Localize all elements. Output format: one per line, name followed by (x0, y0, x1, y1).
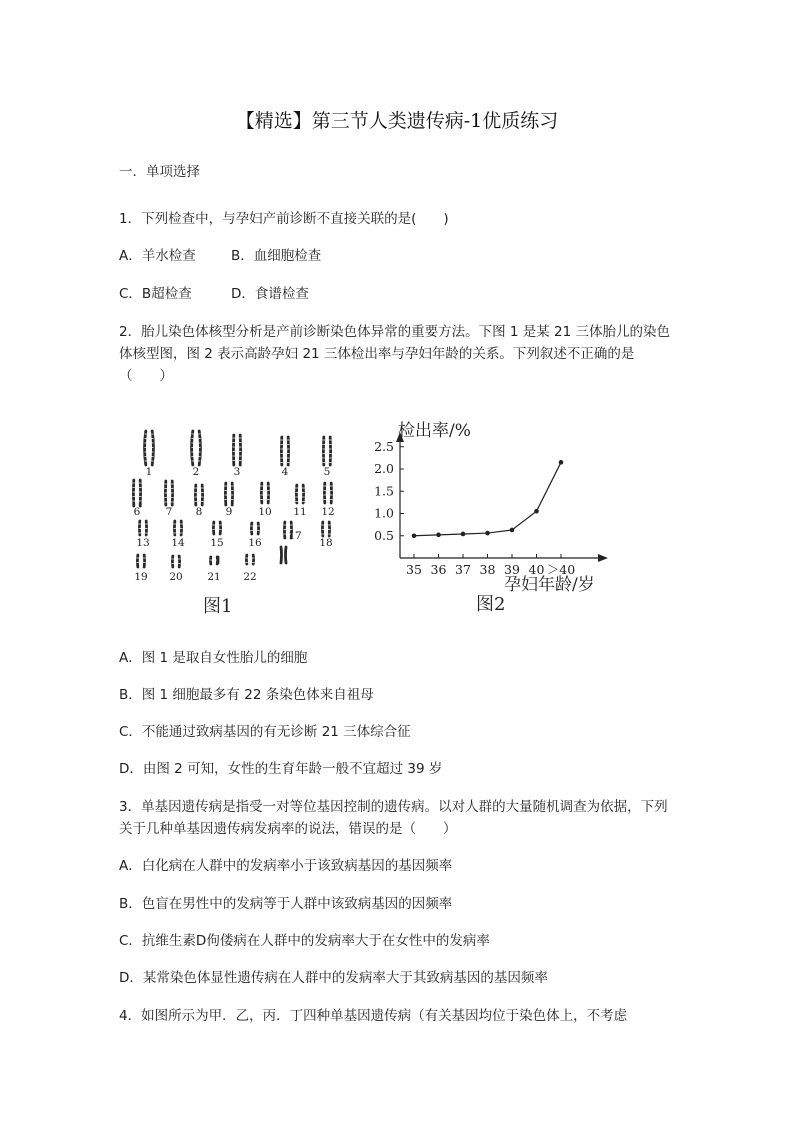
x-tick-label: 36 (430, 562, 447, 577)
chart-axes (396, 432, 608, 562)
x-tick-label: ＞40 (546, 562, 576, 577)
chart-xlabel: 孕妇年龄/岁 (504, 575, 595, 595)
x-tick-label: 38 (479, 562, 496, 577)
chromosome-label: 10 (258, 506, 272, 518)
chromosome-label: 22 (243, 571, 257, 583)
chromosome-pair-3 (232, 435, 241, 465)
chromosome-pair-1 (144, 431, 153, 465)
q4-stem: 4．如图所示为甲．乙，丙．丁四种单基因遗传病（有关基因均位于染色体上，不考虑 (119, 1008, 628, 1024)
chromosome-pair-4 (280, 437, 289, 465)
y-tick-label: 0.5 (374, 527, 394, 543)
figure1-caption: 图1 (203, 596, 233, 617)
y-tick-label: 2.5 (374, 438, 394, 454)
q3-option-d: D．某常染色体显性遗传病在人群中的发病率大于其致病基因的基因频率 (119, 970, 548, 986)
x-axis-arrow (598, 554, 608, 562)
chromosome-label: 4 (281, 466, 289, 478)
chromosome-label: 8 (195, 506, 203, 518)
chromosome-pair-13 (138, 521, 147, 535)
q1-options-row1 (119, 246, 321, 266)
q2-option-b: B．图 1 细胞最多有 22 条染色体来自祖母 (119, 687, 374, 703)
chromosome-pair-10 (260, 483, 269, 503)
y-tick-label: 1.0 (374, 505, 394, 521)
chromosome-pair-5 (322, 437, 331, 465)
chromosome-pair-22 (245, 555, 254, 564)
detection-rate-chart (362, 414, 617, 614)
q1-options-row2 (119, 284, 309, 304)
chromosome-label: 7 (165, 506, 173, 518)
chromosome-pair-6 (132, 480, 141, 506)
y-tick-label: 2.0 (374, 461, 394, 476)
chromosome-label: 20 (169, 571, 183, 583)
chromosome-label: 13 (136, 537, 150, 549)
chromosome-pair-14 (173, 521, 182, 535)
q2-option-a: A．图 1 是取自女性胎儿的细胞 (119, 650, 308, 666)
series-line (414, 462, 561, 535)
data-point (436, 533, 441, 538)
chromosome-pair-2 (191, 431, 200, 465)
page-title: 【精选】第三节人类遗传病-1优质练习 (235, 110, 559, 132)
chart-ylabel: 检出率/% (398, 421, 471, 441)
chromosome-label: 3 (233, 466, 241, 478)
data-point (534, 509, 539, 514)
chromosome (145, 431, 146, 465)
section-heading: 一．单项选择 (119, 164, 200, 180)
chromosome-label: 2 (192, 466, 200, 478)
q3-option-c: C．抗维生素D佝偻病在人群中的发病率大于在女性中的发病率 (119, 933, 490, 949)
chromosome-pair-12 (323, 483, 332, 503)
data-point (485, 531, 490, 536)
chromosome-label: 16 (248, 537, 262, 549)
chromosome-pair-19 (136, 555, 145, 567)
chromosome-set (132, 431, 335, 567)
q2-stem: 2．胎儿染色体核型分析是产前诊断染色体异常的重要方法。下图 1 是某 21 三体胎儿的染色体核型图，图 2 表示高龄孕妇 21 三体检出率与孕妇年龄的关系。下列叙述不正确的是（ ） (119, 324, 671, 384)
x-tick-label: 37 (455, 562, 471, 577)
chromosome-pair-11 (295, 485, 304, 503)
chromosome-pair-15 (212, 522, 221, 534)
figure2-caption: 图2 (476, 594, 506, 614)
chromosome-pair-20 (171, 556, 180, 567)
data-point (559, 460, 564, 465)
q1-option-a: A．羊水检查 (119, 248, 196, 264)
chromosome-x (286, 547, 287, 563)
q2-option-d: D．由图 2 可知，女性的生育年龄一般不宜超过 39 岁 (119, 761, 443, 777)
chromosome-pair-7 (164, 481, 173, 505)
q3-option-b: B．色盲在男性中的发病等于人群中该致病基因的因频率 (119, 896, 453, 912)
y-tick-label: 1.5 (374, 483, 394, 499)
chromosome-pair-9 (224, 483, 233, 505)
chromosome-label: 19 (134, 571, 148, 583)
x-tick-label: 35 (406, 562, 422, 577)
chromosome-label: 21 (207, 571, 221, 583)
karyotype-figure (125, 425, 355, 620)
series-points (412, 460, 564, 538)
q2-option-c: C．不能通过致病基因的有无诊断 21 三体综合征 (119, 724, 411, 740)
q3-stem: 3．单基因遗传病是指受一对等位基因控制的遗传病。以对人群的大量随机调查为依据，下列关于几种单基因遗传病发病率的说法，错误的是（ ） (119, 799, 668, 837)
chromosome-pair-16 (250, 523, 259, 534)
q1-option-d: D．食谱检查 (231, 286, 309, 302)
chromosome-pair-8 (194, 485, 203, 505)
x-tick-labels (406, 562, 575, 577)
chromosome (199, 431, 200, 465)
chromosome-label: 12 (321, 506, 335, 518)
chromosome-label: 11 (293, 506, 307, 518)
chromosome-label: 17 (288, 530, 302, 542)
chromosome-label: 6 (133, 506, 141, 518)
q1-option-b: B．血细胞检查 (231, 248, 322, 264)
chromosome-label: 15 (210, 537, 224, 549)
data-point (510, 528, 515, 533)
chromosome-label: 9 (225, 506, 233, 518)
x-tick-label: 40 (528, 562, 545, 577)
chromosome-label: 1 (145, 466, 153, 478)
x-tick-label: 39 (504, 562, 520, 577)
chromosome-label: 14 (171, 537, 185, 549)
chromosome-label: 5 (323, 466, 331, 478)
data-point (461, 532, 466, 537)
chromosome (152, 431, 153, 465)
data-point (412, 533, 417, 538)
chromosome (192, 431, 193, 465)
q1-option-c: C．B超检查 (119, 286, 192, 302)
chromosome-x (281, 547, 282, 563)
y-tick-labels (374, 439, 394, 543)
chromosome-labels (134, 466, 335, 583)
chromosome-pair-18 (321, 522, 330, 536)
q3-option-a: A．白化病在人群中的发病率小于该致病基因的基因频率 (119, 858, 453, 874)
q1-stem: 1．下列检查中，与孕妇产前诊断不直接关联的是( ) (119, 211, 449, 227)
chromosome-label: 18 (319, 537, 333, 549)
